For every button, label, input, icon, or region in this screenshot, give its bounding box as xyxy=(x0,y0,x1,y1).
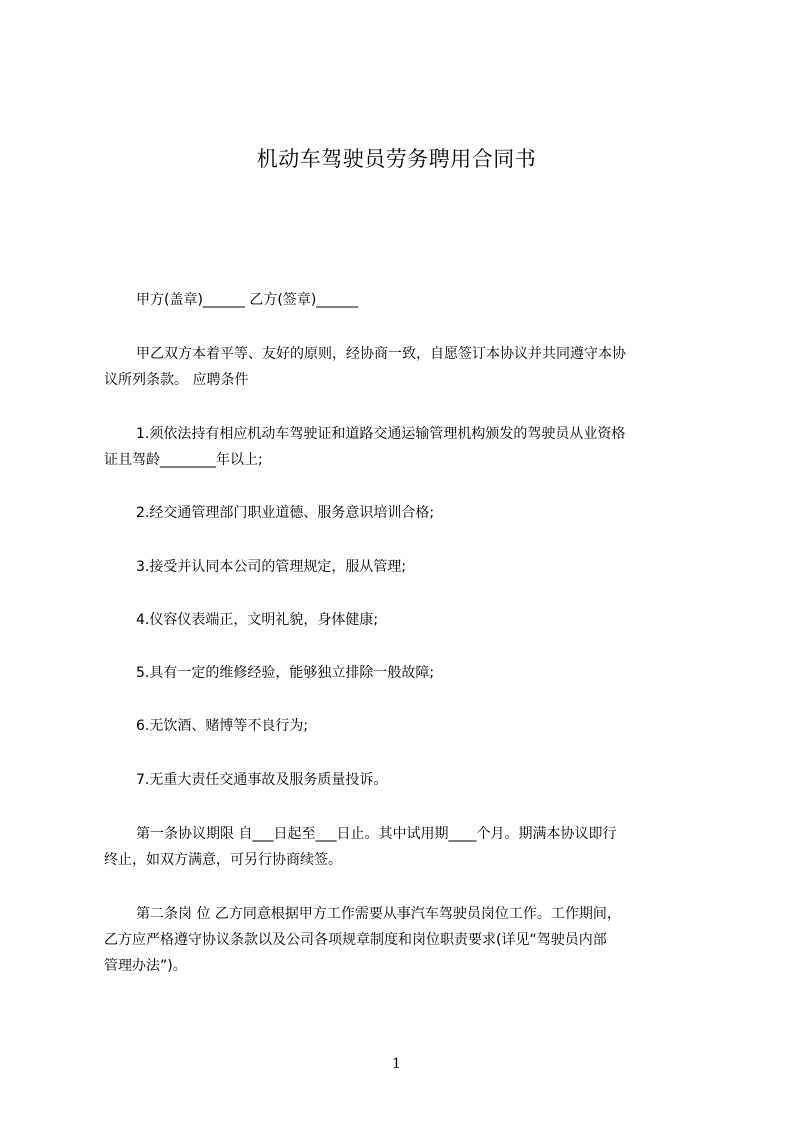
article-1-line-1: 第一条协议期限 自___日起至___日止。其中试用期____个月。期满本协议即行 xyxy=(136,826,617,842)
condition-1-line-1: 1.须依法持有相应机动车驾驶证和道路交通运输管理机构颁发的驾驶员从业资格 xyxy=(136,426,626,442)
parties-line: 甲方(盖章)______ 乙方(签章)______ xyxy=(136,292,359,308)
condition-1-line-2: 证且驾龄________年以上; xyxy=(104,452,263,468)
condition-2: 2.经交通管理部门职业道德、服务意识培训合格; xyxy=(136,505,435,521)
intro-line-1: 甲乙双方本着平等、友好的原则，经协商一致，自愿签订本协议并共同遵守本协 xyxy=(136,346,626,362)
condition-7: 7.无重大责任交通事故及服务质量投诉。 xyxy=(136,772,388,788)
article-2-line-2: 乙方应严格遵守协议条款以及公司各项规章制度和岗位职责要求(详见“驾驶员内部 xyxy=(104,932,607,948)
intro-line-2: 议所列条款。 应聘条件 xyxy=(104,372,249,388)
condition-3: 3.接受并认同本公司的管理规定，服从管理; xyxy=(136,559,407,575)
document-title: 机动车驾驶员劳务聘用合同书 xyxy=(256,147,537,171)
condition-5: 5.具有一定的维修经验，能够独立排除一般故障; xyxy=(136,665,435,681)
condition-4: 4.仪容仪表端正，文明礼貌，身体健康; xyxy=(136,612,379,628)
article-1-line-2: 终止，如双方满意，可另行协商续签。 xyxy=(104,852,342,868)
article-2-line-1: 第二条岗 位 乙方同意根据甲方工作需要从事汽车驾驶员岗位工作。工作期间， xyxy=(136,906,621,922)
article-2-line-3: 管理办法”)。 xyxy=(104,958,187,974)
condition-6: 6.无饮酒、赌博等不良行为; xyxy=(136,718,309,734)
page-number: 1 xyxy=(392,1056,401,1072)
